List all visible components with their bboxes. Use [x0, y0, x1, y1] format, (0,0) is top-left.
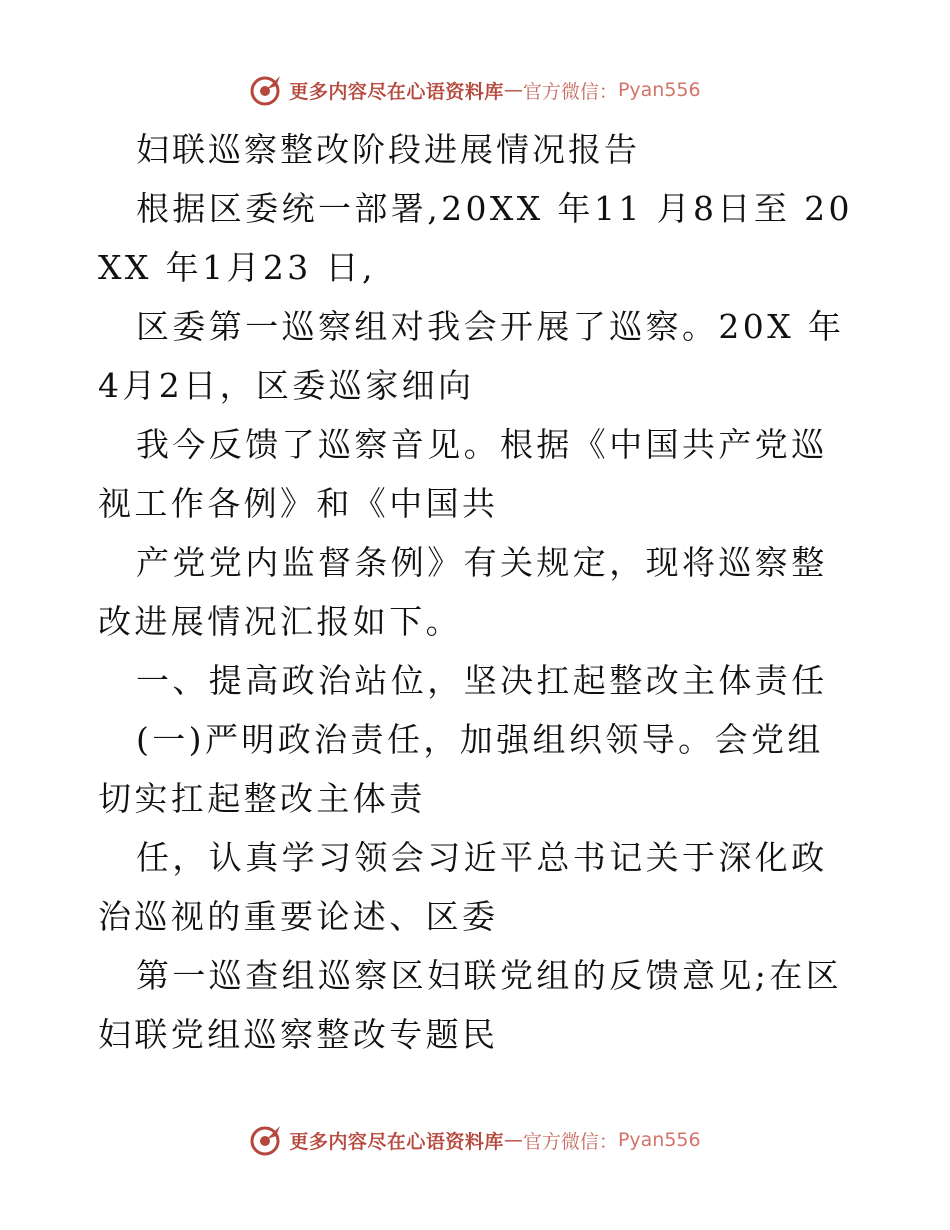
- document-body: [98, 120, 858, 1064]
- watermark-main-text: 更多内容尽在心语资料库: [289, 80, 504, 103]
- watermark-main-text: 更多内容尽在心语资料库: [289, 1130, 504, 1153]
- quill-logo-icon: [249, 73, 283, 107]
- watermark-dash: —: [503, 1129, 523, 1151]
- section-heading-1: 一、提高政治站位，坚决扛起整改主体责任: [136, 661, 828, 700]
- quill-logo-icon: [249, 1123, 283, 1157]
- paragraph-7: 第一巡查组巡察区妇联党组的反馈意见;在区妇联党组巡察整改专题民: [98, 956, 843, 1054]
- watermark-wechat-id: Pyan556: [617, 1129, 701, 1151]
- paragraph-6: 任，认真学习领会习近平总书记关于深化政治巡视的重要论述、区委: [98, 838, 828, 936]
- paragraph-5: (一)严明政治责任，加强组织领导。会党组切实扛起整改主体责: [98, 720, 824, 818]
- paragraph-2: 区委第一巡察组对我会开展了巡察。20X 年4月2日，区委巡家细向: [98, 307, 845, 405]
- watermark-dash: —: [503, 79, 523, 101]
- header-watermark: [0, 70, 950, 110]
- paragraph-3: 我今反馈了巡察音见。根据《中国共产党巡视工作各例》和《中国共: [98, 425, 828, 523]
- paragraph-4: 产党党内监督条例》有关规定，现将巡察整改进展情况汇报如下。: [98, 543, 828, 641]
- watermark-wechat-id: Pyan556: [617, 79, 701, 101]
- watermark-sub-text: 官方微信：: [522, 1130, 618, 1153]
- footer-watermark: [0, 1120, 950, 1160]
- document-title: 妇联巡察整改阶段进展情况报告: [136, 130, 640, 169]
- watermark-sub-text: 官方微信：: [522, 80, 618, 103]
- paragraph-1: 根据区委统一部署,20XX 年11 月8日至 20XX 年1月23 日,: [98, 189, 853, 287]
